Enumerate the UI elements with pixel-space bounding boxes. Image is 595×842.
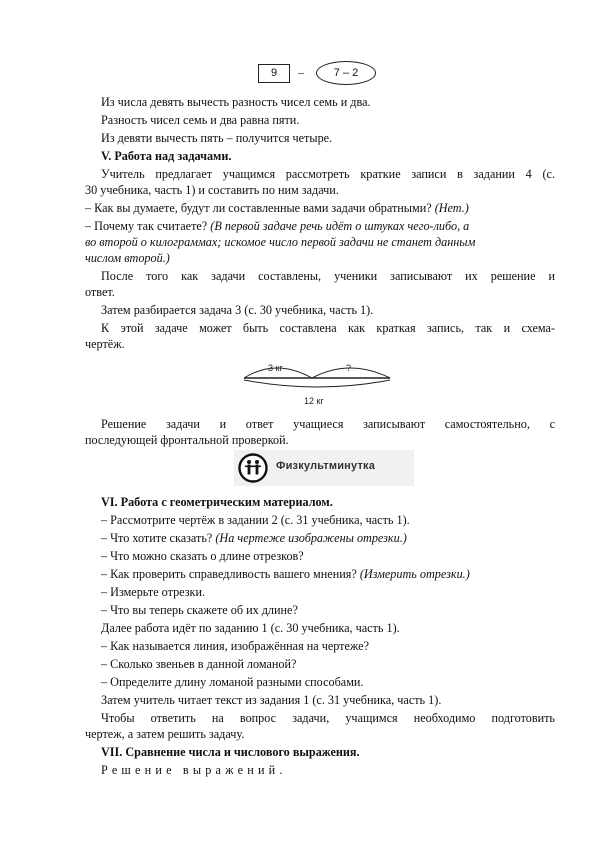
number-box: 9	[258, 64, 290, 83]
text-line: Далее работа идёт по заданию 1 (с. 30 учебника, часть 1).	[101, 621, 400, 635]
banner-label: Физкультминутка	[276, 460, 376, 472]
text-line: Разность чисел семь и два равна пяти.	[101, 113, 300, 127]
expression-diagram	[258, 60, 378, 84]
text-line: чертеж, а затем решить задачу.	[85, 727, 245, 741]
fizkultminutka-banner	[234, 450, 414, 486]
section-heading: V. Работа над задачами.	[101, 149, 232, 163]
answer-text: (В первой задаче речь идёт о штуках чего-либо, а	[210, 219, 470, 233]
question-text: – Как проверить справедливость вашего мнения?	[101, 567, 357, 581]
section-heading: VI. Работа с геометрическим материалом.	[101, 495, 333, 509]
answer-text: (На чертеже изображены отрезки.)	[215, 531, 407, 545]
text-line: – Что можно сказать о длине отрезков?	[101, 549, 304, 563]
answer-text: числом второй.)	[85, 251, 170, 265]
text-line: – Сколько звеньев в данной ломаной?	[101, 657, 297, 671]
text-line: После того как задачи составлены, ученики записывают их решение и	[101, 269, 555, 283]
right-label: ?	[346, 363, 352, 373]
text-line: Из девяти вычесть пять – получится четыре.	[101, 131, 333, 145]
difference-oval: 7 – 2	[316, 61, 376, 85]
section-heading: VII. Сравнение числа и числового выражения.	[101, 745, 360, 759]
scheme-drawing	[240, 354, 395, 408]
spaced-text-line: Решение выражений.	[101, 763, 287, 777]
answer-text: (Измерить отрезки.)	[359, 567, 470, 581]
text-line: Решение задачи и ответ учащиеся записывают самостоятельно, с	[101, 417, 555, 431]
text-line: последующей фронтальной проверкой.	[85, 433, 289, 447]
question-line	[101, 566, 555, 582]
left-label: 3 кг	[268, 363, 283, 373]
question-line	[85, 218, 539, 234]
text-line: – Рассмотрите чертёж в задании 2 (с. 31 учебника, часть 1).	[101, 513, 410, 527]
text-line: – Как называется линия, изображённая на чертеже?	[101, 639, 369, 653]
total-arc	[244, 380, 390, 387]
question-line	[85, 200, 539, 216]
text-line: ответ.	[85, 285, 115, 299]
question-text: – Что хотите сказать?	[101, 531, 213, 545]
text-line: Учитель предлагает учащимся рассмотреть краткие записи в задании 4 (с.	[101, 167, 555, 181]
text-line: Чтобы ответить на вопрос задачи, учащимся необходимо подготовить	[101, 711, 555, 725]
total-label: 12 кг	[304, 396, 324, 406]
text-line: К этой задаче может быть составлена как краткая запись, так и схема-	[101, 321, 555, 335]
minus-sign: –	[298, 65, 304, 79]
answer-line	[85, 234, 539, 250]
text-line: – Определите длину ломаной разными способами.	[101, 675, 364, 689]
text-line: – Что вы теперь скажете об их длине?	[101, 603, 298, 617]
text-line: Затем учитель читает текст из задания 1 (с. 31 учебника, часть 1).	[101, 693, 442, 707]
text-line: чертёж.	[85, 337, 125, 351]
question-text: – Как вы думаете, будут ли составленные вами задачи обратными?	[85, 201, 432, 215]
answer-text: во второй о килограммах; искомое число первой задачи не станет данным	[85, 235, 476, 249]
text-line: Затем разбирается задача 3 (с. 30 учебника, часть 1).	[101, 303, 374, 317]
answer-text: (Нет.)	[434, 201, 469, 215]
question-line	[101, 530, 555, 546]
question-text: – Почему так считаете?	[85, 219, 208, 233]
text-line: – Измерьте отрезки.	[101, 585, 206, 599]
answer-line	[85, 250, 539, 266]
two-figures-circle-icon	[238, 453, 268, 483]
text-line: Из числа девять вычесть разность чисел семь и два.	[101, 95, 371, 109]
text-line: 30 учебника, часть 1) и составить по ним задачи.	[85, 183, 339, 197]
